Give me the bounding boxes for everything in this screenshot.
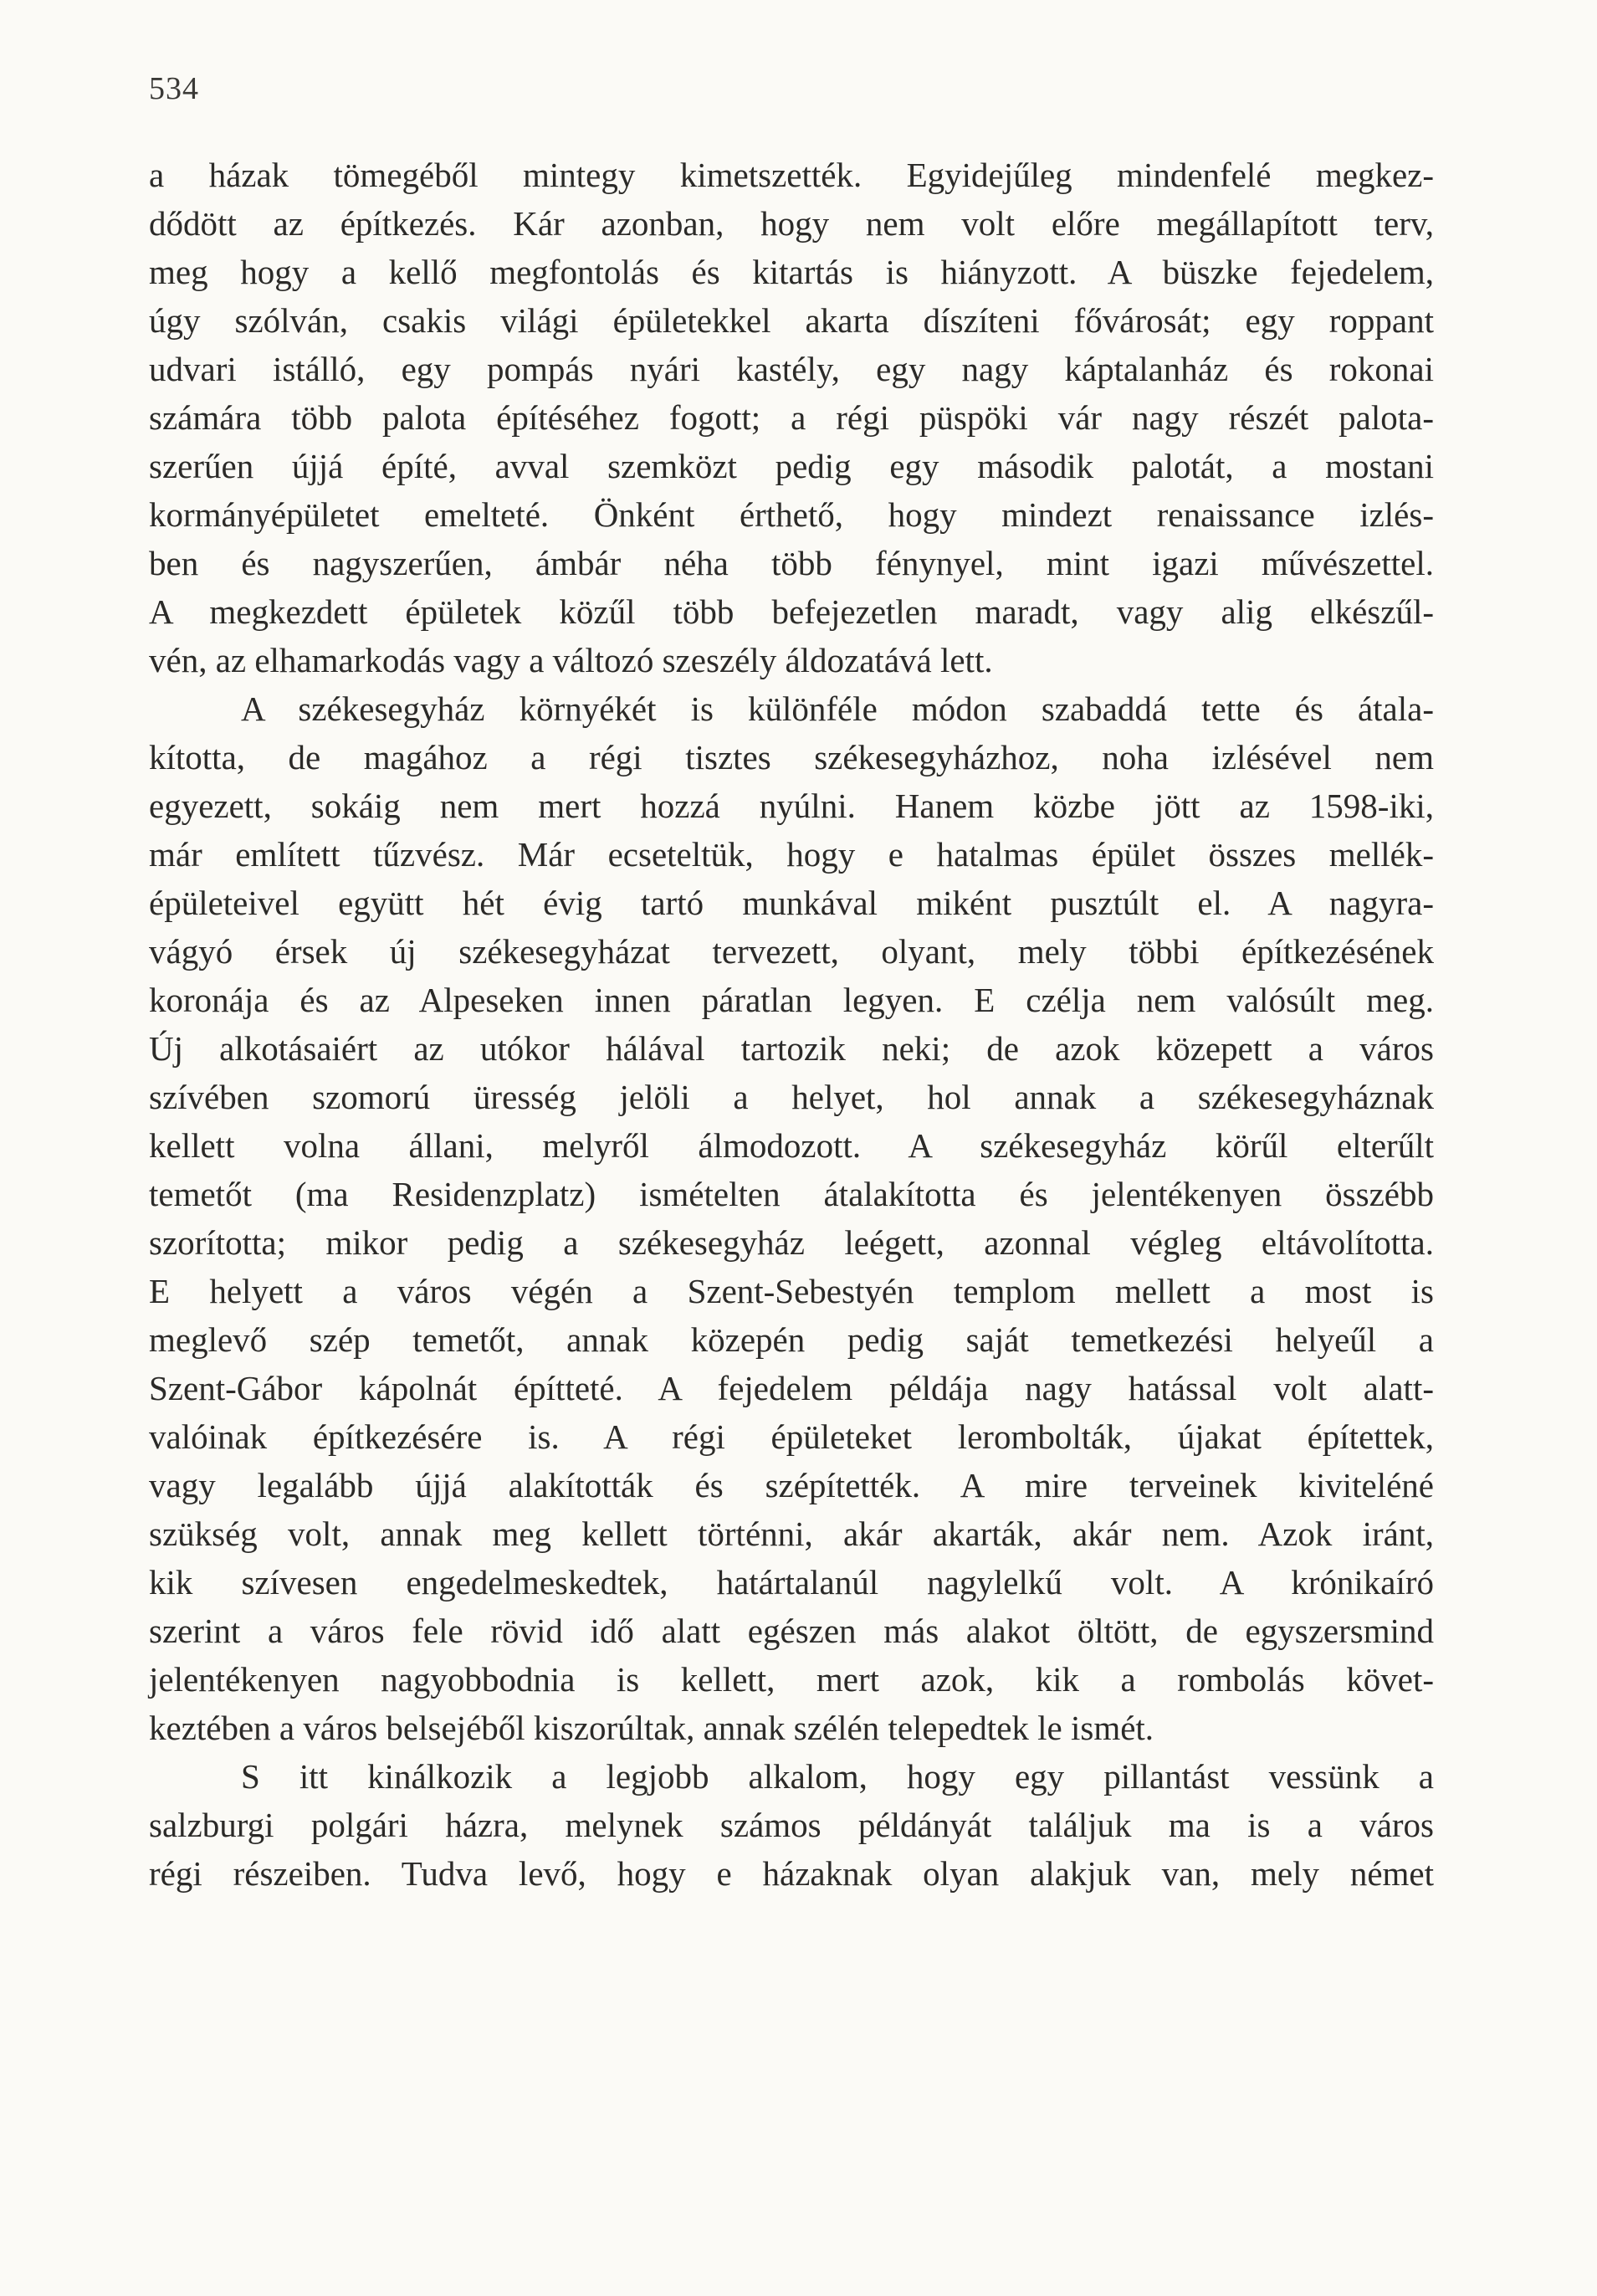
text-line: meglevő szép temetőt, annak közepén pedig saját temetkezési helyeűl a	[149, 1320, 1434, 1359]
text-line: vágyó érsek új székesegyházat tervezett, olyant, mely többi építkezésének	[149, 932, 1434, 971]
text-line: épületeivel együtt hét évig tartó munkával miként pusztúlt el. A nagyra-	[149, 884, 1434, 922]
text-line: a házak tömegéből mintegy kimetszették. Egyidejűleg mindenfelé megkez-	[149, 156, 1434, 194]
text-line: már említett tűzvész. Már ecseteltük, hogy e hatalmas épület összes mellék-	[149, 835, 1434, 874]
text-line: vén, az elhamarkodás vagy a változó szeszély áldozatává lett.	[149, 641, 993, 679]
text-line: Szent-Gábor kápolnát építteté. A fejedelem példája nagy hatással volt alatt-	[149, 1369, 1434, 1407]
text-line: temetőt (ma Residenzplatz) ismételten átalakította és jelentékenyen összébb	[149, 1175, 1434, 1213]
text-line: régi részeiben. Tudva levő, hogy e házaknak olyan alakjuk van, mely német	[149, 1854, 1434, 1893]
text-line: szorította; mikor pedig a székesegyház leégett, azonnal végleg eltávolította.	[149, 1223, 1434, 1262]
text-line: A megkezdett épületek közűl több befejezetlen maradt, vagy alig elkészűl-	[149, 592, 1434, 631]
text-line: udvari istálló, egy pompás nyári kastély, egy nagy káptalanház és rokonai	[149, 350, 1434, 388]
text-line: egyezett, sokáig nem mert hozzá nyúlni. Hanem közbe jött az 1598-iki,	[149, 787, 1434, 825]
text-line: szívében szomorú üresség jelöli a helyet, hol annak a székesegyháznak	[149, 1078, 1434, 1116]
text-line: szerint a város fele rövid idő alatt egészen más alakot öltött, de egyszersmind	[149, 1612, 1434, 1650]
text-line: számára több palota építéséhez fogott; a régi püspöki vár nagy részét palota-	[149, 398, 1434, 437]
text-line: salzburgi polgári házra, melynek számos példányát találjuk ma is a város	[149, 1806, 1434, 1844]
page-number: 534	[149, 71, 199, 106]
text-line: kellett volna állani, melyről álmodozott. A székesegyház körűl elterűlt	[149, 1126, 1434, 1165]
text-line: ben és nagyszerűen, ámbár néha több fénynyel, mint igazi művészettel.	[149, 544, 1434, 582]
text-line: dődött az építkezés. Kár azonban, hogy nem volt előre megállapított terv,	[149, 204, 1434, 243]
text-line: A székesegyház környékét is különféle módon szabaddá tette és átala-	[241, 689, 1434, 728]
text-line: S itt kinálkozik a legjobb alkalom, hogy egy pillantást vessünk a	[241, 1757, 1434, 1796]
text-line: E helyett a város végén a Szent-Sebestyén templom mellett a most is	[149, 1272, 1434, 1310]
text-line: szerűen újjá építé, avval szemközt pedig egy második palotát, a mostani	[149, 447, 1434, 485]
text-line: jelentékenyen nagyobbodnia is kellett, mert azok, kik a rombolás követ-	[149, 1660, 1434, 1699]
text-line: keztében a város belsejéből kiszorúltak, annak szélén telepedtek le ismét.	[149, 1709, 1154, 1747]
text-line: valóinak építkezésére is. A régi épületeket lerombolták, újakat építettek,	[149, 1417, 1434, 1456]
text-line: vagy legalább újjá alakították és szépítették. A mire terveinek kiviteléné	[149, 1466, 1434, 1504]
text-line: kik szívesen engedelmeskedtek, határtalanúl nagylelkű volt. A krónikaíró	[149, 1563, 1434, 1602]
text-line: koronája és az Alpeseken innen páratlan legyen. E czélja nem valósúlt meg.	[149, 981, 1434, 1019]
text-line: úgy szólván, csakis világi épületekkel akarta díszíteni fővárosát; egy roppant	[149, 301, 1434, 340]
body-text	[149, 151, 1434, 1898]
text-line: kította, de magához a régi tisztes székesegyházhoz, noha izlésével nem	[149, 738, 1434, 776]
text-line: kormányépületet emelteté. Önként érthető, hogy mindezt renaissance izlés-	[149, 495, 1434, 534]
text-line: meg hogy a kellő megfontolás és kitartás is hiányzott. A büszke fejedelem,	[149, 253, 1434, 291]
text-line: szükség volt, annak meg kellett történni, akár akarták, akár nem. Azok iránt,	[149, 1514, 1434, 1553]
text-line: Új alkotásaiért az utókor hálával tartozik neki; de azok közepett a város	[149, 1029, 1434, 1068]
